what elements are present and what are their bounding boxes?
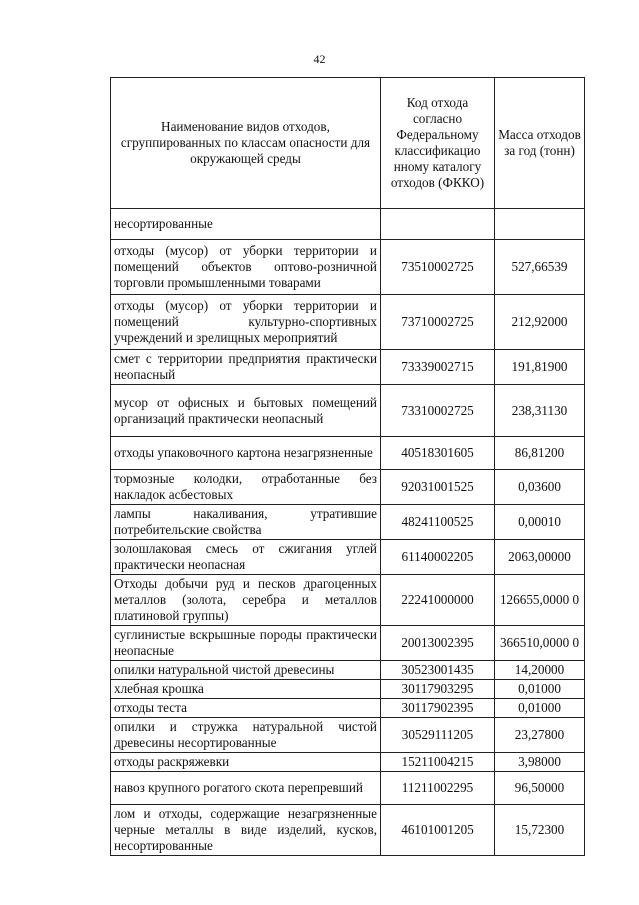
table-row [111, 295, 585, 350]
mass-cell: 527,66539 [495, 240, 585, 295]
mass-cell: 15,72300 [495, 805, 585, 856]
table-row [111, 772, 585, 805]
table-row [111, 385, 585, 437]
header-mass: Масса отходов за год (тонн) [495, 78, 585, 209]
waste-name-cell: отходы теста [111, 699, 381, 718]
waste-name-cell: навоз крупного рогатого скота перепревший [111, 772, 381, 805]
fkko-code-cell [381, 209, 495, 240]
mass-cell: 14,20000 [495, 661, 585, 680]
table-row [111, 753, 585, 772]
mass-cell: 0,00010 [495, 505, 585, 540]
mass-cell [495, 209, 585, 240]
mass-cell: 366510,0000 0 [495, 626, 585, 661]
fkko-code-cell: 73310002725 [381, 385, 495, 437]
fkko-code-cell: 73339002715 [381, 350, 495, 385]
table-row [111, 680, 585, 699]
fkko-code-cell: 73510002725 [381, 240, 495, 295]
fkko-code-cell: 30117902395 [381, 699, 495, 718]
table-row [111, 470, 585, 505]
fkko-code-cell: 15211004215 [381, 753, 495, 772]
table-row [111, 699, 585, 718]
waste-name-cell: опилки натуральной чистой древесины [111, 661, 381, 680]
mass-cell: 212,92000 [495, 295, 585, 350]
waste-name-cell: отходы раскряжевки [111, 753, 381, 772]
mass-cell: 2063,00000 [495, 540, 585, 575]
mass-cell: 86,81200 [495, 437, 585, 470]
header-waste-name: Наименование видов отходов, сгруппированных по классам опасности для окружающей среды [111, 78, 381, 209]
header-fkko-code: Код отхода согласно Федеральному классификацио нному каталогу отходов (ФККО) [381, 78, 495, 209]
table-row [111, 805, 585, 856]
fkko-code-cell: 73710002725 [381, 295, 495, 350]
table-row [111, 540, 585, 575]
mass-cell: 0,03600 [495, 470, 585, 505]
fkko-code-cell: 48241100525 [381, 505, 495, 540]
table-row [111, 718, 585, 753]
table-row [111, 240, 585, 295]
table-body [111, 209, 585, 856]
waste-name-cell: тормозные колодки, отработанные без накладок асбестовых [111, 470, 381, 505]
waste-name-cell: отходы (мусор) от уборки территории и помещений объектов оптово-розничной торговли промышленными товарами [111, 240, 381, 295]
waste-name-cell: отходы упаковочного картона незагрязненные [111, 437, 381, 470]
table-row [111, 661, 585, 680]
waste-name-cell: хлебная крошка [111, 680, 381, 699]
mass-cell: 238,31130 [495, 385, 585, 437]
waste-name-cell: мусор от офисных и бытовых помещений организаций практически неопасный [111, 385, 381, 437]
waste-name-cell: опилки и стружка натуральной чистой древесины несортированные [111, 718, 381, 753]
fkko-code-cell: 92031001525 [381, 470, 495, 505]
table-row [111, 626, 585, 661]
waste-name-cell: смет с территории предприятия практически неопасный [111, 350, 381, 385]
waste-name-cell: отходы (мусор) от уборки территории и помещений культурно-спортивных учреждений и зрелищных мероприятий [111, 295, 381, 350]
fkko-code-cell: 30523001435 [381, 661, 495, 680]
table-row [111, 350, 585, 385]
waste-name-cell: лампы накаливания, утратившие потребительские свойства [111, 505, 381, 540]
waste-name-cell: Отходы добычи руд и песков драгоценных металлов (золота, серебра и металлов платиновой группы) [111, 575, 381, 626]
mass-cell: 0,01000 [495, 699, 585, 718]
fkko-code-cell: 30529111205 [381, 718, 495, 753]
table-row [111, 209, 585, 240]
mass-cell: 0,01000 [495, 680, 585, 699]
fkko-code-cell: 22241000000 [381, 575, 495, 626]
fkko-code-cell: 30117903295 [381, 680, 495, 699]
waste-name-cell: суглинистые вскрышные породы практически неопасные [111, 626, 381, 661]
table-row [111, 505, 585, 540]
mass-cell: 191,81900 [495, 350, 585, 385]
table-row [111, 575, 585, 626]
fkko-code-cell: 46101001205 [381, 805, 495, 856]
waste-table [110, 77, 585, 856]
page-number: 42 [313, 52, 326, 66]
fkko-code-cell: 11211002295 [381, 772, 495, 805]
fkko-code-cell: 61140002205 [381, 540, 495, 575]
fkko-code-cell: 40518301605 [381, 437, 495, 470]
table-header-row [111, 78, 585, 209]
waste-name-cell: лом и отходы, содержащие незагрязненные черные металлы в виде изделий, кусков, несортированные [111, 805, 381, 856]
mass-cell: 23,27800 [495, 718, 585, 753]
waste-name-cell: несортированные [111, 209, 381, 240]
fkko-code-cell: 20013002395 [381, 626, 495, 661]
mass-cell: 126655,0000 0 [495, 575, 585, 626]
mass-cell: 3,98000 [495, 753, 585, 772]
table-row [111, 437, 585, 470]
waste-name-cell: золошлаковая смесь от сжигания углей практически неопасная [111, 540, 381, 575]
mass-cell: 96,50000 [495, 772, 585, 805]
